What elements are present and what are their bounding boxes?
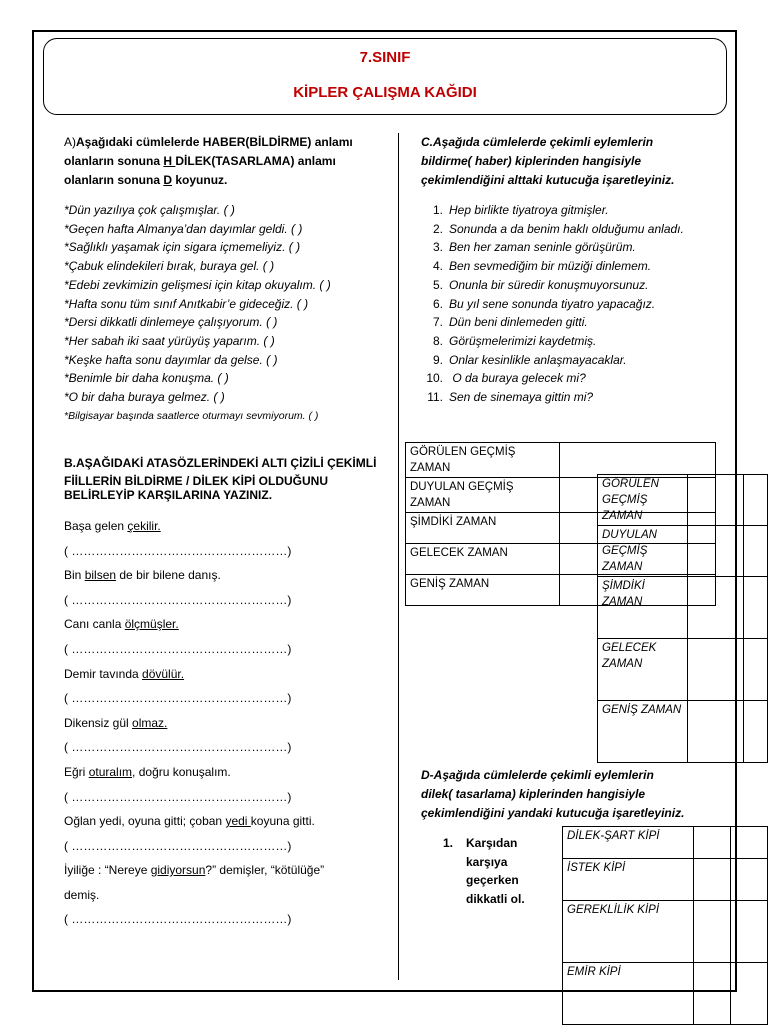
tense-table-2 (597, 474, 768, 763)
answer-checkbox-cell[interactable] (731, 901, 768, 963)
table-label-cell: İSTEK KİPİ (563, 859, 694, 901)
answer-checkbox-cell[interactable] (743, 639, 767, 701)
answer-checkbox-cell[interactable] (694, 901, 731, 963)
section-d-item-line: Karşıdan (466, 836, 518, 850)
answer-checkbox-cell[interactable] (731, 859, 768, 901)
section-d-intro-line3: çekimlendiğini yandaki kutucuğa işaretleyiniz. (421, 806, 685, 820)
section-c-sentence (421, 238, 636, 257)
proverb-text: , doğru konuşalım. (132, 765, 231, 779)
item-number: 5. (432, 277, 443, 292)
section-c-sentence (421, 351, 627, 370)
section-b-title-line2: FİİLLERİN BİLDİRME / DİLEK KİPİ OLDUĞUNU (64, 474, 328, 488)
item-number: 4. (432, 259, 443, 274)
table-label-cell: GÖRÜLEN GEÇMİŞ ZAMAN (406, 443, 560, 478)
proverb-text: Dikensiz gül (64, 715, 133, 730)
proverb-text: Demir tavında (64, 666, 143, 681)
section-d-intro-line2: dilek( tasarlama) kiplerinden hangisiyle (421, 787, 646, 801)
item-number: 7. (432, 315, 443, 330)
section-c-sentence (421, 257, 651, 276)
answer-checkbox-cell[interactable] (743, 475, 767, 526)
section-a-sentence: *Edebi zevkimizin gelişmesi için kitap okuyalım. ( ) (64, 277, 331, 292)
answer-checkbox-cell[interactable] (694, 827, 731, 859)
section-c-sentence (421, 332, 596, 351)
item-text: Dün beni dinlemeden gitti. (449, 315, 588, 330)
proverb-verb: olmaz. (132, 715, 168, 730)
answer-checkbox-cell[interactable] (688, 639, 743, 701)
answer-blank[interactable]: ( ………………………………………………) (64, 691, 292, 706)
table-row (598, 577, 768, 639)
section-c-intro-line1: C.Aşağıda cümlelerde çekimli eylemlerin (421, 135, 654, 149)
item-number: 2. (432, 221, 443, 236)
section-a-intro-line2: olanların sonuna H DİLEK(TASARLAMA) anlamı (64, 154, 336, 168)
proverb-verb: çekilir. (127, 519, 161, 533)
item-text: Hep birlikte tiyatroya gitmişler. (449, 203, 609, 217)
proverb-line-cont: demiş. (64, 888, 100, 902)
grade-title: 7.SINIF (359, 49, 411, 66)
table-row (598, 639, 768, 701)
section-a-sentence: *Dün yazılıya çok çalışmışlar. ( ) (64, 203, 235, 217)
table-row (598, 701, 768, 763)
item-text: Sen de sinemaya gittin mi? (449, 390, 594, 404)
proverb-text: Canı canla (64, 617, 125, 632)
item-text: Ben sevmediğim bir müziği dinlemem. (449, 259, 652, 274)
section-c-sentence (421, 201, 609, 220)
proverb-line (64, 812, 315, 831)
section-b-title-line3: BELİRLEYİP KARŞILARINA YAZINIZ. (64, 488, 273, 502)
answer-checkbox-cell[interactable] (560, 443, 716, 478)
section-d-item-line: geçerken (466, 873, 519, 887)
section-b-title-line1: B.AŞAĞIDAKİ ATASÖZLERİNDEKİ ALTI ÇİZİLİ ÇEKİMLİ (64, 456, 377, 470)
section-a-sentence: *O bir daha buraya gelmez. ( ) (64, 390, 225, 404)
section-d-item-line: dikkatli ol. (466, 891, 525, 906)
answer-checkbox-cell[interactable] (688, 701, 743, 763)
answer-checkbox-cell[interactable] (743, 701, 767, 763)
section-a-sentence: *Keşke hafta sonu dayımlar da gelse. ( ) (64, 352, 278, 367)
proverb-text: koyuna gitti. (250, 814, 315, 829)
mood-table (562, 826, 768, 1025)
proverb-line (64, 763, 231, 782)
answer-blank[interactable]: ( ………………………………………………) (64, 740, 292, 755)
answer-checkbox-cell[interactable] (688, 475, 743, 526)
item-text: Sonunda a da benim haklı olduğumu anladı. (449, 221, 684, 236)
item-number: 10. (426, 371, 443, 386)
proverb-verb: oturalım (88, 765, 133, 779)
item-number: 1. (432, 203, 443, 217)
section-c-sentence (421, 369, 586, 388)
item-text: Ben her zaman seninle görüşürüm. (449, 240, 636, 255)
proverb-verb: bilsen (84, 568, 117, 583)
proverb-text: Eğri (64, 765, 89, 779)
proverb-verb: yedi (225, 814, 251, 829)
table-label-cell: GELECEK ZAMAN (598, 639, 688, 701)
answer-blank[interactable]: ( ………………………………………………) (64, 543, 292, 558)
section-c-sentence (421, 388, 593, 407)
answer-blank[interactable]: ( ………………………………………………) (64, 789, 292, 804)
section-a-sentence: *Her sabah iki saat yürüyüş yaparım. ( ) (64, 333, 275, 348)
section-c-sentence (421, 295, 655, 314)
item-text: Bu yıl sene sonunda tiyatro yapacağız. (449, 296, 656, 311)
section-c-sentence (421, 313, 588, 332)
table-row (598, 526, 768, 577)
proverb-text: Bin (64, 568, 85, 583)
section-c-sentence (421, 220, 684, 239)
item-number: 11. (427, 390, 443, 404)
answer-checkbox-cell[interactable] (688, 526, 743, 577)
answer-checkbox-cell[interactable] (731, 963, 768, 1025)
section-c-intro-line3: çekimlendiğini alttaki kutucuğa işaretleyiniz. (421, 173, 675, 187)
table-row (406, 443, 716, 478)
table-label-cell: GENİŞ ZAMAN (406, 575, 560, 606)
table-label-cell: GENİŞ ZAMAN (598, 701, 688, 763)
table-row (563, 963, 768, 1025)
column-divider (398, 133, 399, 980)
proverb-verb: dövülür. (142, 666, 185, 681)
table-row (563, 859, 768, 901)
section-d-item-line: karşıya (466, 854, 508, 869)
item-number: 9. (432, 352, 443, 367)
section-a-sentence: *Bilgisayar başında saatlerce oturmayı sevmiyorum. ( ) (64, 410, 319, 422)
proverb-line (64, 665, 184, 684)
proverb-verb: ölçmüşler. (124, 617, 179, 632)
table-label-cell: DUYULAN GEÇMİŞ ZAMAN (598, 526, 688, 577)
section-a-intro-line3: olanların sonuna D koyunuz. (64, 173, 228, 187)
proverb-line (64, 714, 167, 733)
worksheet-header (43, 38, 727, 115)
answer-checkbox-cell[interactable] (743, 526, 767, 577)
section-a-sentence: *Geçen hafta Almanya’dan dayımlar geldi. ( ) (64, 221, 303, 236)
table-row (598, 475, 768, 526)
proverb-line: İyiliğe : “Nereye gidiyorsun?” demişler, “kötülüğe” (64, 863, 325, 877)
proverb-text: de bir bilene danış. (116, 568, 221, 583)
proverb-line (64, 517, 161, 536)
proverb-line (64, 566, 221, 585)
answer-blank[interactable]: ( ………………………………………………) (64, 641, 292, 656)
item-text: Onunla bir süredir konuşmuyorsunuz. (449, 277, 649, 292)
section-c-sentence (421, 276, 648, 295)
section-d-intro-line1: D-Aşağıda cümlelerde çekimli eylemlerin (421, 768, 654, 782)
section-a-sentence: *Dersi dikkatli dinlemeye çalışıyorum. ( ) (64, 315, 278, 330)
proverb-text: Oğlan yedi, oyuna gitti; çoban (64, 814, 226, 829)
table-label-cell: GELECEK ZAMAN (406, 544, 560, 575)
table-label-cell: ŞİMDİKİ ZAMAN (406, 513, 560, 544)
table-label-cell: EMİR KİPİ (563, 963, 694, 1025)
table-label-cell: DİLEK-ŞART KİPİ (563, 827, 694, 859)
table-label-cell: GEREKLİLİK KİPİ (563, 901, 694, 963)
item-number: 3. (432, 240, 443, 255)
item-number: 8. (432, 333, 443, 348)
proverb-text: Başa gelen (64, 519, 128, 533)
item-number: 6. (432, 296, 443, 311)
answer-blank[interactable]: ( ………………………………………………) (64, 592, 292, 607)
answer-checkbox-cell[interactable] (694, 963, 731, 1025)
table-label-cell: DUYULAN GEÇMİŞ ZAMAN (406, 478, 560, 513)
section-a-sentence: *Çabuk elindekileri bırak, buraya gel. ( ) (64, 259, 275, 274)
table-row (563, 901, 768, 963)
answer-checkbox-cell[interactable] (731, 827, 768, 859)
item-text: Onlar kesinlikle anlaşmayacaklar. (449, 352, 627, 367)
worksheet-title: KİPLER ÇALIŞMA KAĞIDI (293, 84, 477, 101)
section-a-sentence: *Benimle bir daha konuşma. ( ) (64, 371, 229, 386)
section-a-sentence: *Sağlıklı yaşamak için sigara içmemeliyiz. ( ) (64, 240, 301, 255)
answer-checkbox-cell[interactable] (688, 577, 743, 639)
section-d-item-number: 1. (443, 836, 454, 850)
section-a-sentence: *Hafta sonu tüm sınıf Anıtkabir’e gideceğiz. ( ) (64, 296, 309, 311)
proverb-line (64, 615, 179, 634)
section-c-intro-line2: bildirme( haber) kiplerinden hangisiyle (421, 154, 642, 168)
section-a-intro-line1: A)Aşağıdaki cümlelerde HABER(BİLDİRME) anlamı (64, 135, 353, 149)
table-row (563, 827, 768, 859)
answer-blank[interactable]: ( ………………………………………………) (64, 838, 292, 853)
answer-checkbox-cell[interactable] (694, 859, 731, 901)
answer-checkbox-cell[interactable] (743, 577, 767, 639)
table-label-cell: ŞİMDİKİ ZAMAN (598, 577, 688, 639)
item-text: O da buraya gelecek mi? (449, 371, 586, 386)
item-text: Görüşmelerimizi kaydetmiş. (449, 333, 597, 348)
answer-blank[interactable]: ( ………………………………………………) (64, 912, 292, 926)
table-label-cell: GÖRÜLEN GEÇMİŞ ZAMAN (598, 475, 688, 526)
